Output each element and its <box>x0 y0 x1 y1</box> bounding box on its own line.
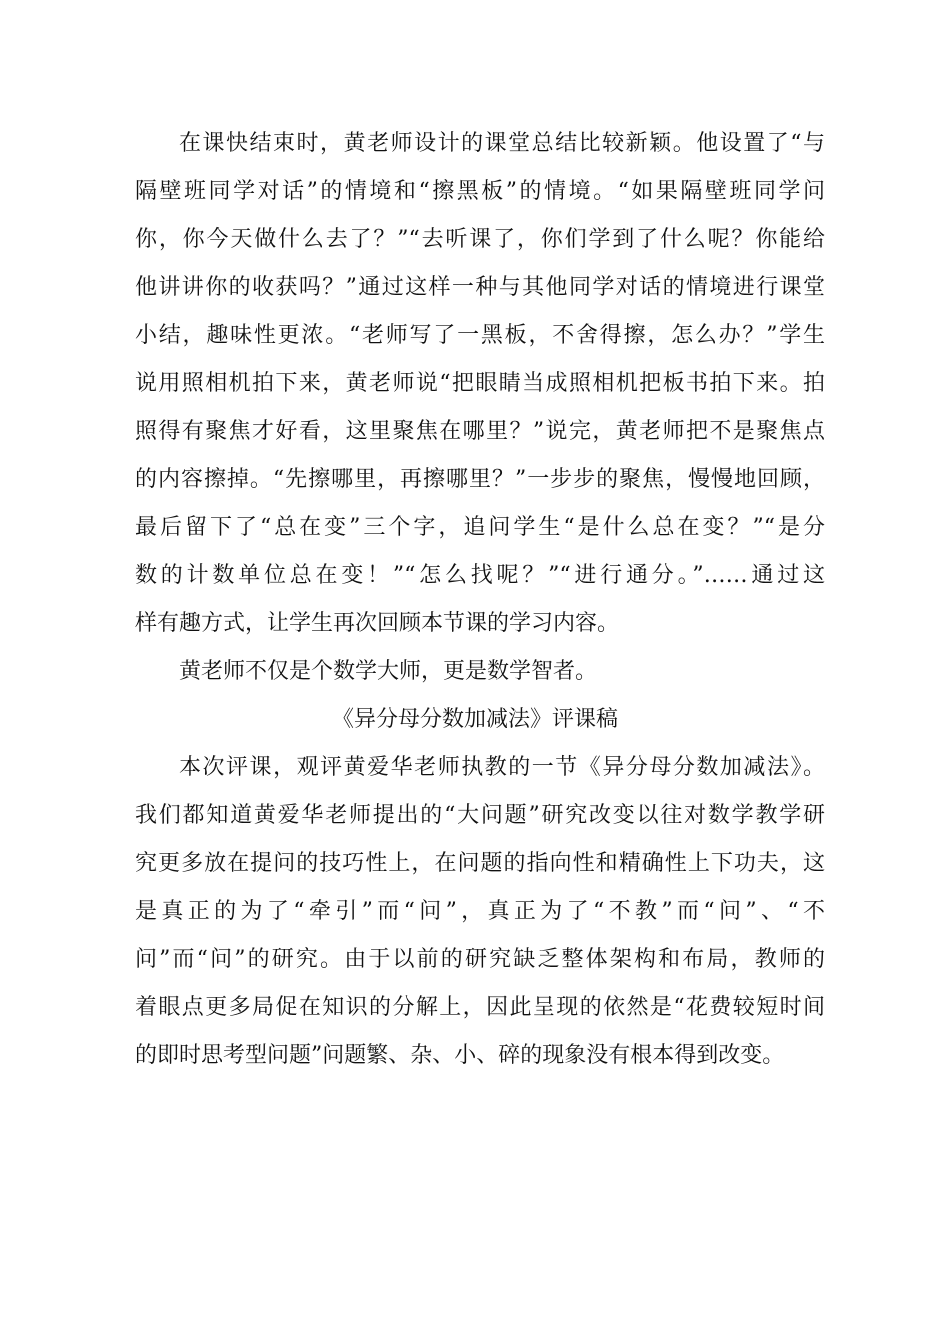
section-title: 《异分母分数加减法》评课稿 <box>331 707 618 732</box>
paragraph-1-line-6: 说用照相机拍下来，黄老师说“把眼睛当成照相机把板书拍下来。拍 <box>135 371 825 396</box>
paragraph-2-line-1: 黄老师不仅是个数学大师，更是数学智者。 <box>179 659 598 684</box>
paragraph-3-line-5: 问”而“问”的研究。由于以前的研究缺乏整体架构和布局，教师的 <box>135 947 825 972</box>
paragraph-3-line-3: 究更多放在提问的技巧性上，在问题的指向性和精确性上下功夫，这 <box>135 851 825 876</box>
paragraph-1-line-5: 小结，趣味性更浓。“老师写了一黑板，不舍得擦，怎么办？”学生 <box>135 323 825 348</box>
paragraph-1-line-7: 照得有聚焦才好看，这里聚焦在哪里？”说完，黄老师把不是聚焦点 <box>135 419 825 444</box>
paragraph-1-line-3: 你，你今天做什么去了？”“去听课了，你们学到了什么呢？你能给 <box>135 227 825 252</box>
paragraph-3-line-4: 是真正的为了“牵引”而“问”，真正为了“不教”而“问”、“不 <box>135 899 825 924</box>
paragraph-1-line-1: 在课快结束时，黄老师设计的课堂总结比较新颖。他设置了“与 <box>179 131 825 156</box>
paragraph-1-line-9: 最后留下了“总在变”三个字，追问学生“是什么总在变？”“是分 <box>135 515 825 540</box>
paragraph-3-line-7: 的即时思考型问题”问题繁、杂、小、碎的现象没有根本得到改变。 <box>135 1043 785 1068</box>
paragraph-3-line-2: 我们都知道黄爱华老师提出的“大问题”研究改变以往对数学教学研 <box>135 803 825 828</box>
paragraph-1-line-4: 他讲讲你的收获吗？”通过这样一种与其他同学对话的情境进行课堂 <box>135 275 825 300</box>
paragraph-1-line-11: 样有趣方式，让学生再次回顾本节课的学习内容。 <box>135 611 620 636</box>
paragraph-1-line-8: 的内容擦掉。“先擦哪里，再擦哪里？”一步步的聚焦，慢慢地回顾， <box>135 467 825 492</box>
paragraph-1-line-2: 隔壁班同学对话”的情境和“擦黑板”的情境。“如果隔壁班同学问 <box>135 179 825 204</box>
paragraph-3-line-1: 本次评课，观评黄爱华老师执教的一节《异分母分数加减法》。 <box>179 755 825 780</box>
paragraph-3-line-6: 着眼点更多局促在知识的分解上，因此呈现的依然是“花费较短时间 <box>135 995 825 1020</box>
paragraph-1-line-10: 数的计数单位总在变！”“怎么找呢？”“进行通分。”……通过这 <box>135 563 825 588</box>
